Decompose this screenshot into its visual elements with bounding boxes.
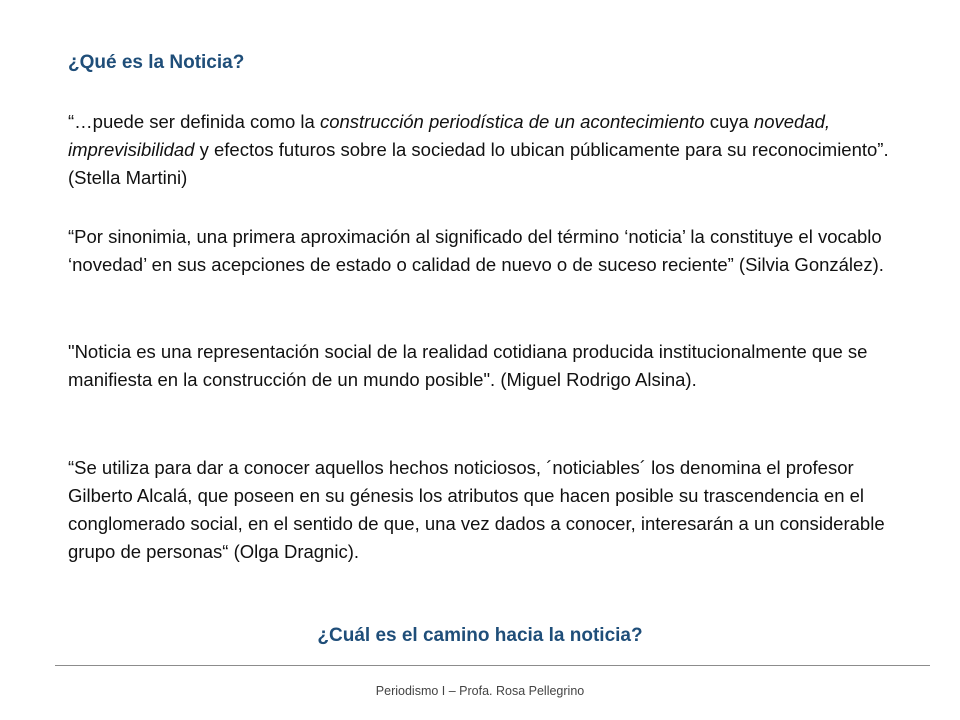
quote-emphasis: construcción periodística de un acontecimiento xyxy=(319,111,705,132)
quote-olga-dragnic: “Se utiliza para dar a conocer aquellos hechos noticiosos, ´noticiables´ los denomina el profesor Gilberto Alcalá, que poseen en su génesis los atributos que hacen posible su trascendencia en el conglomerado social, en el sentido de que, una vez dados a conocer, interesarán a un considerable grupo de personas“ (Olga Dragnic). xyxy=(68,457,885,562)
quote-text: cuya xyxy=(704,111,754,132)
footer-text: Periodismo I – Profa. Rosa Pellegrino xyxy=(375,684,585,698)
quote-emphasis: novedad, imprevisibilidad xyxy=(68,111,831,160)
footer-divider xyxy=(55,665,930,666)
closing-question: ¿Cuál es el camino hacia la noticia? xyxy=(317,625,643,646)
quote-text: y efectos futuros sobre la sociedad lo ubican públicamente para su reconocimiento”. (Stella Martini) xyxy=(68,139,889,188)
quote-silvia-gonzalez: “Por sinonimia, una primera aproximación al significado del término ‘noticia’ la constituye el vocablo ‘novedad’ en sus acepciones de estado o calidad de nuevo o de suceso reciente” (Silvia González). xyxy=(68,226,884,275)
quote-stella-martini xyxy=(68,108,908,192)
slide-title: ¿Qué es la Noticia? xyxy=(68,52,245,73)
quote-miguel-rodrigo-alsina: "Noticia es una representación social de la realidad cotidiana producida institucionalmente que se manifiesta en la construcción de un mundo posible". (Miguel Rodrigo Alsina). xyxy=(68,341,868,390)
quote-text: “…puede ser definida como la xyxy=(68,111,320,132)
